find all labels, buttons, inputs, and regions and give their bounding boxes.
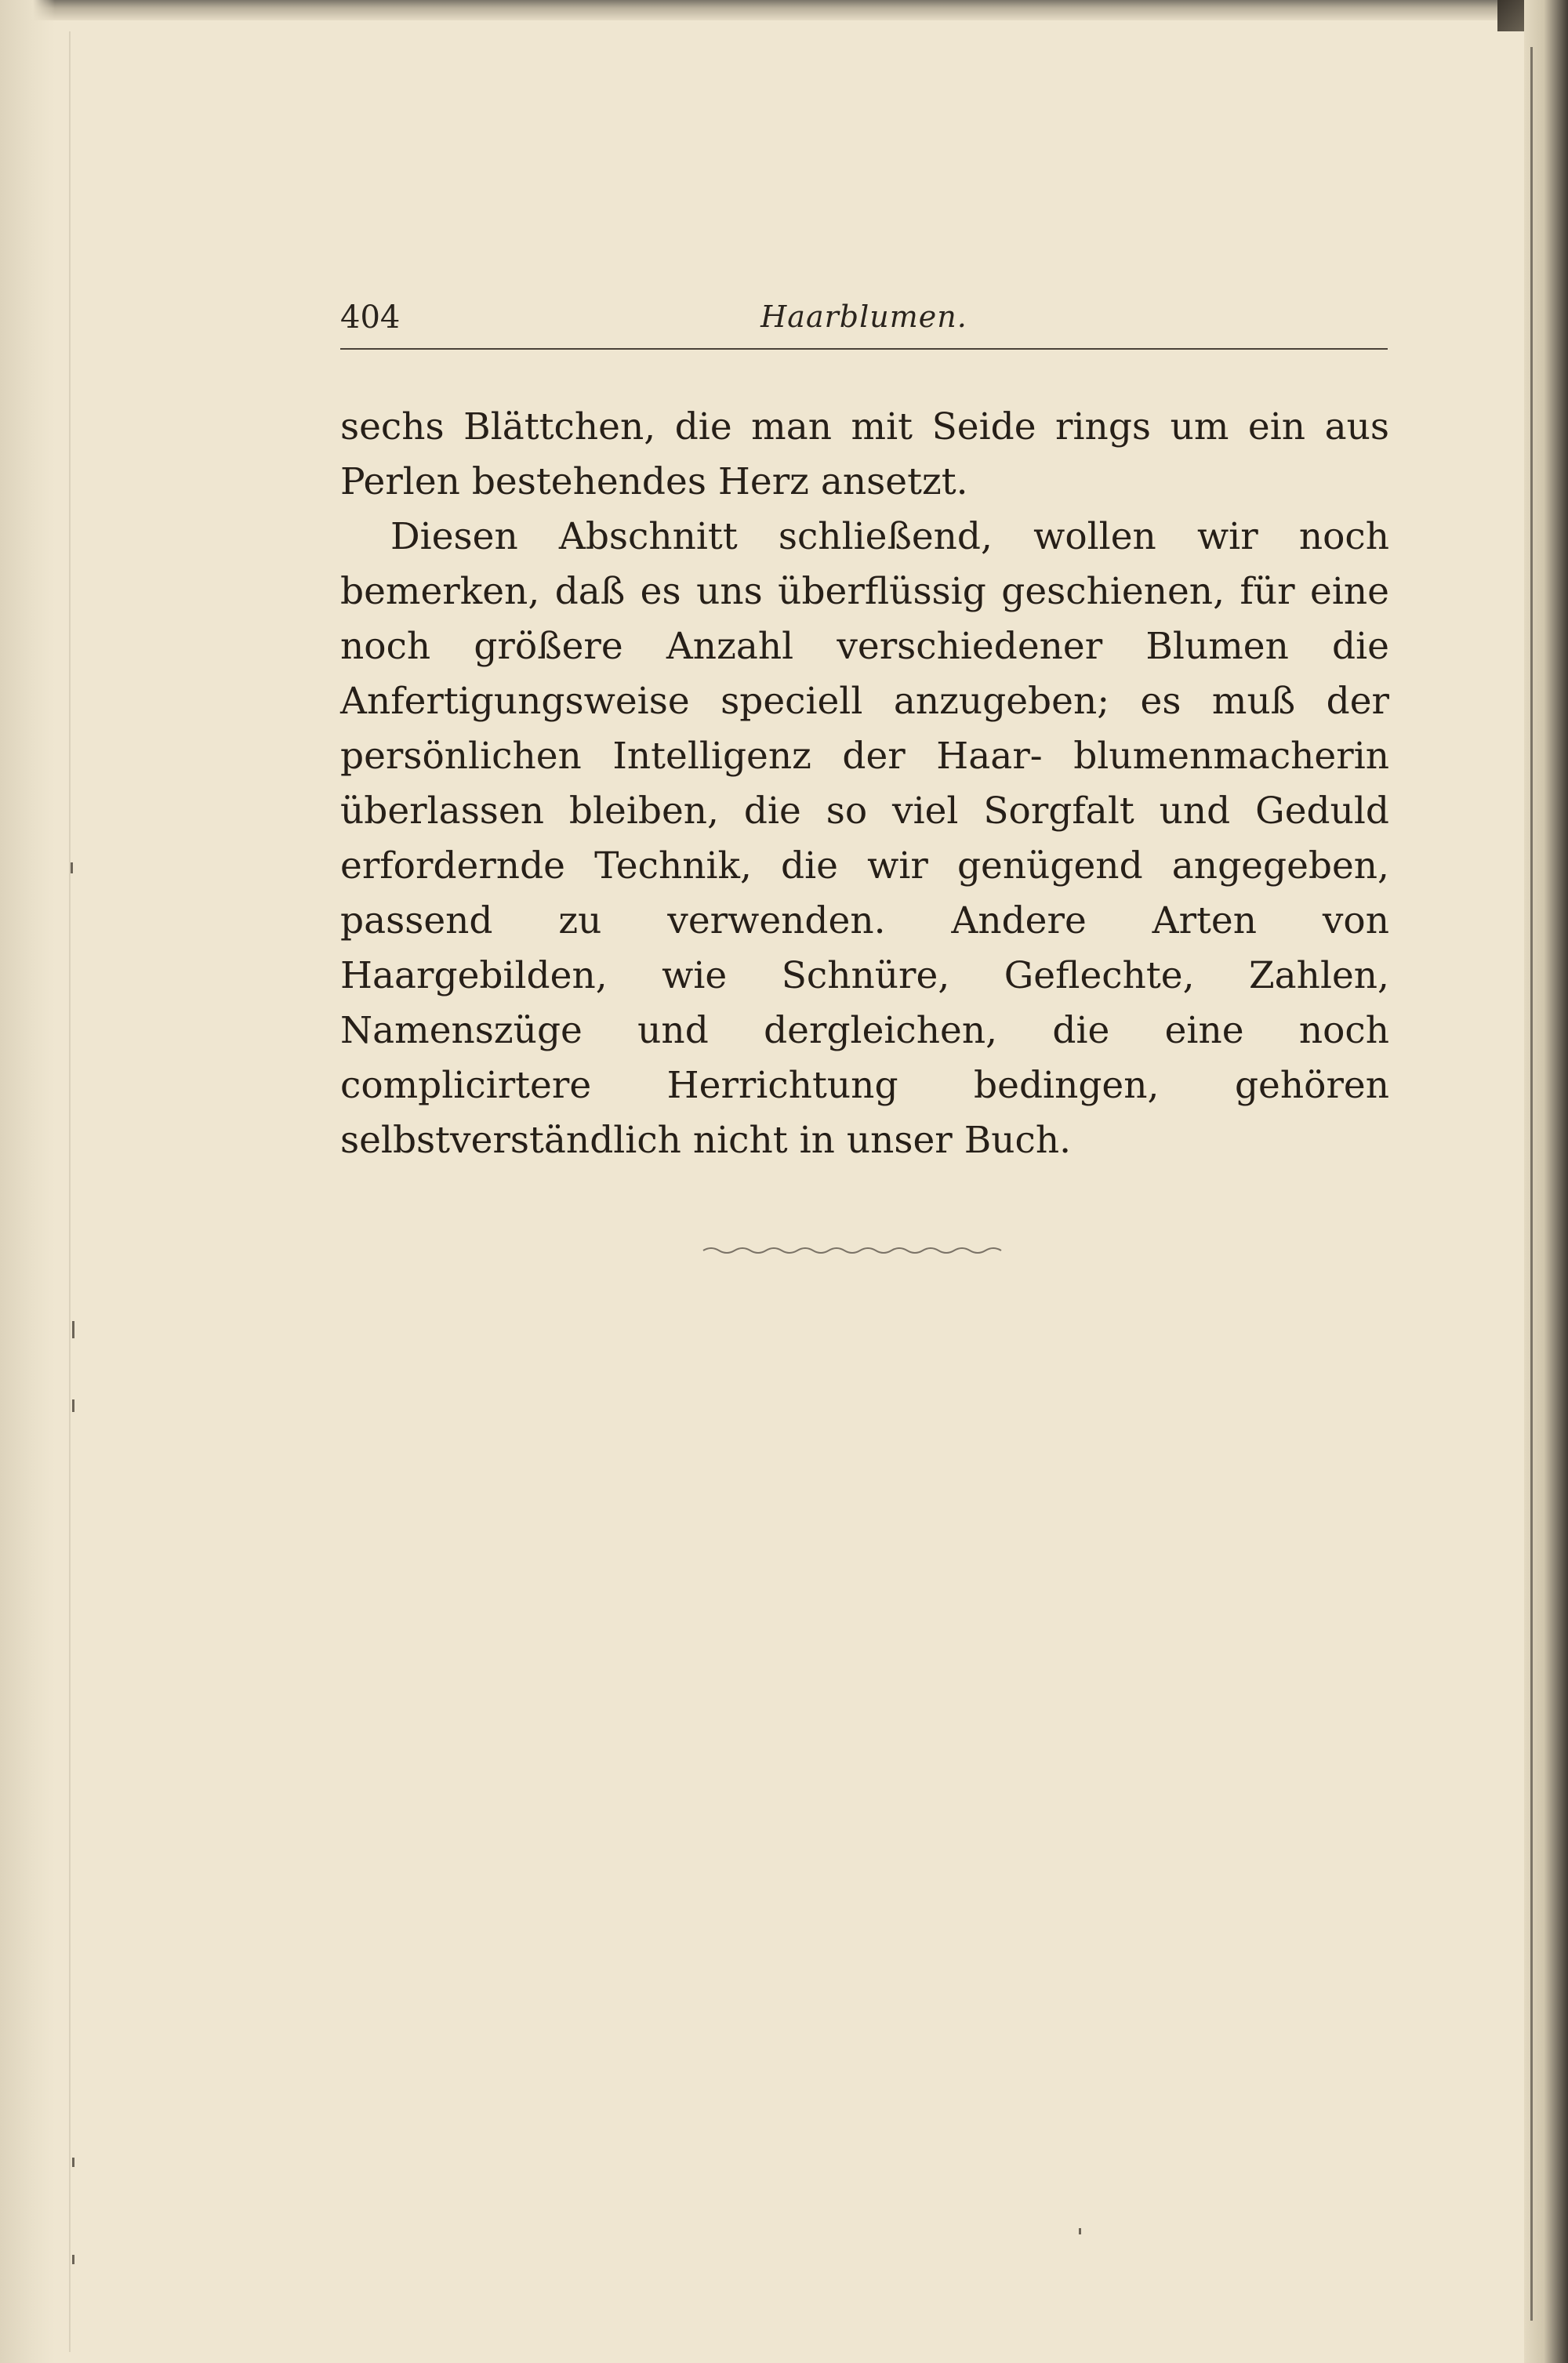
- paragraph-1: sechs Blättchen, die man mit Seide rings um ein aus Perlen bestehendes Herz ansetzt.: [340, 405, 1389, 503]
- scan-speck: [71, 862, 73, 873]
- top-page-edge: [0, 0, 1568, 20]
- wavy-rule-icon: [702, 1239, 1007, 1262]
- header-rule: [340, 348, 1388, 350]
- scan-speck: [72, 1321, 74, 1338]
- running-head: [340, 290, 1388, 337]
- gutter-fold-line: [69, 31, 71, 2352]
- running-title: Haarblumen.: [760, 299, 967, 334]
- scan-speck: [72, 2255, 74, 2264]
- scan-speck: [1079, 2228, 1081, 2234]
- paragraph-2: Diesen Abschnitt schließend, wollen wir noch bemerken, daß es uns überflüssig geschienen, für eine noch größere Anzahl verschiedener Blumen die Anfertigungsweise speciell anzugeben; es muß der persönlichen Intelligenz der Haar- blumenmacherin überlassen bleiben, die so viel Sorgfalt und Geduld erfordernde Technik, die wir genügend angegeben, passend zu verwenden. Andere Arten von Haargebilden, wie Schnüre, Geflechte, Zahlen, Namenszüge und dergleichen, die eine noch complicirtere Herrichtung bedingen, gehören selbstverständlich nicht in unser Buch.: [340, 515, 1389, 1162]
- wavy-rule-path: [703, 1248, 1001, 1253]
- page-number: 404: [340, 299, 401, 336]
- left-gutter-shadow: [0, 0, 55, 2363]
- scan-speck: [72, 2158, 74, 2167]
- body-text: [340, 400, 1389, 1168]
- right-edge-line: [1530, 47, 1533, 2321]
- scan-speck: [72, 1399, 74, 1412]
